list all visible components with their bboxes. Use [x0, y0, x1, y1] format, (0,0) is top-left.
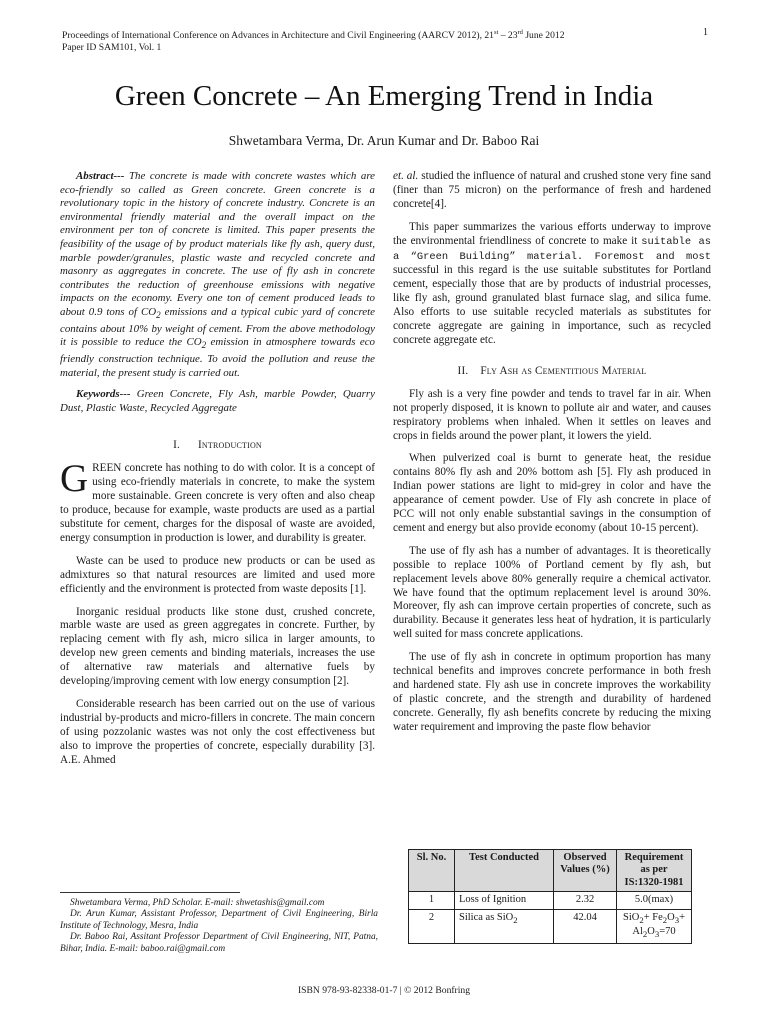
- column-header: Sl. No.: [409, 850, 455, 892]
- subscript: 2: [662, 914, 668, 925]
- table-cell: 1: [409, 892, 455, 909]
- section-title: Introduction: [198, 439, 262, 452]
- flyash-paragraph-4: The use of fly ash in concrete in optimum proportion has many technical benefits and improves concrete performance in both fresh and hardened state. Fly ash use in concrete improves the workability of plastic concrete, and the strength and durability of hardened concrete. Generally, fly ash benefits concrete by reducing the mixing water requirement and improving the paste flow behavior: [393, 651, 711, 733]
- abstract-text: emissions and a typical cubic yard of concrete contains about 10% by weight of cement. From the above methodology it is possible to reduce the CO: [60, 305, 375, 349]
- subscript: 2: [642, 929, 648, 940]
- table-cell: [617, 909, 692, 943]
- paragraph-text: successful in this regard is the use suitable substitutes for Portland cement, especially those that are by products of industrial processes, like fly ash, ground granulated blast furnace slag, and silica fume. Also efforts to use suitable recycled materials as substitutes for concrete aggregate are gaining in importance, such as recycled concrete aggregate etc.: [393, 264, 711, 346]
- keywords: [60, 388, 375, 415]
- table-header-row: [409, 850, 692, 892]
- section-number: II.: [457, 364, 469, 377]
- author-list: Shwetambara Verma, Dr. Arun Kumar and Dr. Baboo Rai: [228, 133, 540, 148]
- intro-paragraph-4: Considerable research has been carried out on the use of various industrial by-products and micro-fillers in concrete. The main concern of using pozzolanic wastes was not only the cost effectiveness but also to improve the properties of concrete, especially durability [3]. A.E. Ahmed: [60, 697, 375, 766]
- paragraph-text: studied the influence of natural and crushed stone very fine sand (finer than 75 micron) on the performance of fresh and hardened concrete[4].: [393, 170, 711, 210]
- left-column: [60, 170, 375, 767]
- table-cell: Loss of Ignition: [455, 892, 554, 909]
- keywords-label: Keywords---: [76, 388, 131, 401]
- table-cell: 2: [409, 909, 455, 943]
- section-heading-fly-ash: [393, 365, 711, 379]
- continued-paragraph: [393, 170, 711, 212]
- footnote-author-2: Dr. Arun Kumar, Assistant Professor, Department of Civil Engineering, Birla Institute of Technology, Mesra, India: [60, 909, 378, 931]
- column-header: Requirement as per IS:1320-1981: [617, 850, 692, 892]
- section-number: I.: [173, 439, 181, 452]
- table-row: [409, 909, 692, 943]
- ordinal-suffix: rd: [517, 29, 523, 36]
- abstract-text: The concrete is made with concrete wastes which are eco-friendly so called as Green concrete. Green concrete is a revolutionary topic in the history of concrete industry. Concrete is an environmental friendly material and the overall impact on the environment per ton of concrete is limited. This paper presents the feasibility of the usage of by product materials like fly ash, query dust, marble powder/granules, plastic waste and recycled concrete and masonry as aggregates in concrete. The use of fly ash in concrete contributes the reduction of greenhouse emissions with negative impacts on the economy. Every one ton of cement produced leads to about 0.9 tons of CO: [60, 170, 375, 318]
- column-header: Observed Values (%): [554, 850, 617, 892]
- conference-text: June 2012: [522, 30, 565, 42]
- ordinal-suffix: st: [493, 29, 499, 36]
- conference-text: – 23: [498, 30, 518, 42]
- page-footer: ISBN 978-93-82338-01-7 | © 2012 Bonfring: [297, 985, 471, 996]
- abstract-text: emission in atmosphere towards eco friendly construction technique. To avoid the pollution and reuse the material, the present study is carried out.: [60, 336, 375, 379]
- subscript: 2: [201, 340, 207, 351]
- footnote-author-1: Shwetambara Verma, PhD Scholar. E-mail: shwetashis@gmail.com: [70, 898, 325, 908]
- subscript: 2: [156, 310, 161, 321]
- paragraph-text: This paper summarizes the various efforts underway to improve the environmental friendliness of concrete to make it: [393, 220, 711, 247]
- intro-paragraph-3: Inorganic residual products like stone dust, crushed concrete, marble waste are used as green aggregates in concrete. Further, by replacing cement with fly ash, micro silica in larger amounts, to develop new green cements and binding materials, increases the use of alternative raw materials and alternative fuels by developing/improving cement with low energy consumption [2].: [60, 605, 375, 688]
- keywords-text: Green Concrete, Fly Ash, marble Powder, Quarry Dust, Plastic Waste, Recycled Aggregate: [60, 388, 375, 414]
- cell-text: O: [667, 911, 675, 923]
- subscript: 3: [654, 929, 660, 940]
- citation-etal: et. al.: [393, 170, 419, 182]
- intro-paragraph-1: [60, 457, 375, 545]
- abstract: [60, 170, 375, 380]
- conference-text: Proceedings of International Conference on Advances in Architecture and Civil Engineering (AARCV 2012), 21: [62, 30, 494, 42]
- paper-title: Green Concrete – An Emerging Trend in India: [114, 80, 654, 112]
- flyash-paragraph-1: Fly ash is a very fine powder and tends to travel far in air. When not properly disposed, it is known to pollute air and water, and causes respiratory problems when inhaled. When it settles on leaves and crops in fields around the power plant, it lowers the yield.: [393, 387, 711, 442]
- table-cell: 42.04: [554, 909, 617, 943]
- cell-text: Silica as SiO: [459, 911, 514, 923]
- table-row: [409, 892, 692, 909]
- cell-text: SiO: [622, 911, 640, 923]
- data-table: [408, 849, 692, 944]
- subscript: 2: [639, 914, 644, 925]
- subscript: 3: [674, 914, 680, 925]
- page-number: 1: [703, 27, 708, 38]
- table-cell: [455, 909, 554, 943]
- fly-ash-properties-table: [408, 849, 692, 944]
- footnote-author-3: Dr. Baboo Rai, Assitant Professor Department of Civil Engineering, NIT, Patna, Bihar, India. E-mail: baboo.rai@gmail.com: [60, 932, 378, 954]
- right-column: [393, 170, 711, 735]
- cell-text: =70: [659, 926, 676, 938]
- footnote-divider: [60, 892, 240, 893]
- paper-id: Paper ID SAM101, Vol. 1: [62, 41, 162, 53]
- table-cell: 2.32: [554, 892, 617, 909]
- cell-text: O: [647, 926, 655, 938]
- footnotes: [60, 898, 378, 955]
- intro-paragraph-2: Waste can be used to produce new products or can be used as admixtures so that natural resources are limited and used more efficiently and the environment is protected from waste deposits [1].: [60, 554, 375, 595]
- paragraph-text: concrete has nothing to do with color. It is a concept of using eco-friendly materials in concrete, to make the system more sustainable. Green concrete is very often and also cheap to produce, because for example, waste products are used as a partial substitute for cement, charges for the disposal of waste are avoided, energy consumption in production is lower, and durability is greater.: [60, 462, 375, 544]
- flyash-paragraph-2: When pulverized coal is burnt to generate heat, the residue contains 80% fly ash and 20% bottom ash [5]. Fly ash produced in Indian power stations are light to mid-grey in color and have the appearance of cement powder. Use of Fly ash concrete in place of PCC will not only enable substantial savings in the consumption of cement and energy but also provide economy (about 10-15 percent).: [393, 452, 711, 534]
- abstract-label: Abstract---: [76, 170, 125, 182]
- section-title: Fly Ash as Cementitious Material: [480, 364, 647, 377]
- lead-word: REEN: [92, 462, 122, 475]
- table-cell: 5.0(max): [617, 892, 692, 909]
- running-header: [62, 27, 622, 53]
- drop-cap: G: [60, 457, 89, 501]
- cell-text: + Fe: [643, 911, 663, 923]
- summary-paragraph: [393, 221, 711, 348]
- section-heading-introduction: [60, 439, 375, 453]
- conference-line: [62, 27, 622, 42]
- paragraph-text-mono: suitable as a “Green Building” material. Foremost and most: [393, 235, 711, 263]
- column-header: Test Conducted: [455, 850, 554, 892]
- subscript: 2: [513, 914, 518, 925]
- cell-text: + Al: [632, 911, 686, 938]
- flyash-paragraph-3: The use of fly ash has a number of advantages. It is theoretically possible to replace 100% of Portland cement by fly ash, but replacement levels above 80% generally require a chemical activator. We have found that the optimum replacement level is around 30%. Moreover, fly ash can improve certain properties of concrete, such as durability. Because it generates less heat of hydration, it is particularly well suited for mass concrete applications.: [393, 544, 711, 641]
